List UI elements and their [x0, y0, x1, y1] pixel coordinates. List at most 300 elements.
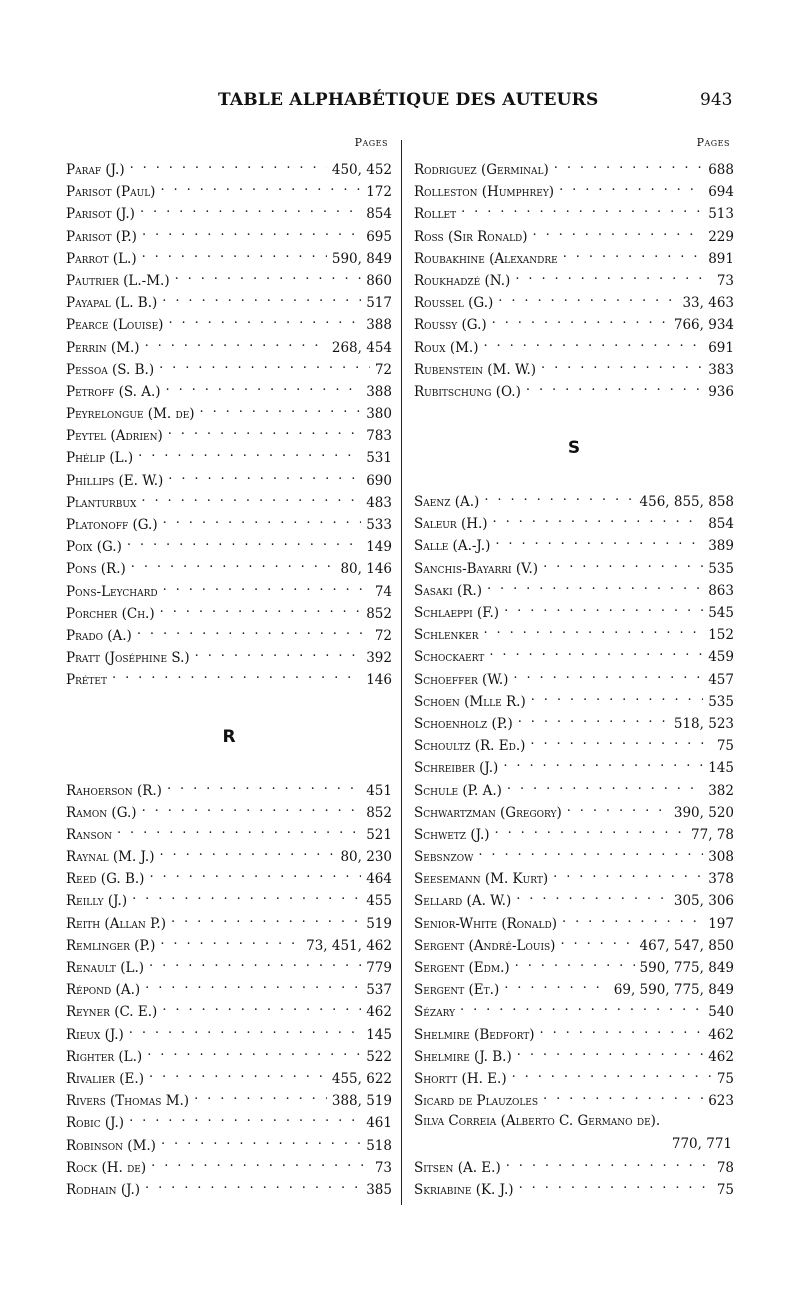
index-entry: [414, 803, 734, 825]
leader-dots: [195, 648, 362, 662]
index-entry: [414, 625, 734, 647]
section-letter-r: R: [222, 726, 236, 747]
page-references: 533: [366, 517, 392, 533]
leader-dots: [142, 227, 361, 241]
leader-dots: [137, 626, 370, 640]
leader-dots: [151, 1158, 370, 1172]
leader-dots: [495, 825, 687, 839]
leader-dots: [168, 315, 361, 329]
index-entry: [66, 426, 392, 448]
index-entry-continuation: 770, 771: [671, 1135, 732, 1152]
page-references: 854: [708, 516, 734, 533]
author-name: Sasaki (R.): [414, 582, 482, 599]
page-references: 462: [708, 1048, 734, 1065]
page-references: 854: [366, 206, 392, 223]
page-references: 462: [708, 1026, 734, 1043]
author-name: Righter (L.): [66, 1048, 143, 1065]
author-name: Rubenstein (M. W.): [414, 361, 537, 378]
right-column: [414, 136, 734, 1202]
entries-r-continued: [414, 160, 734, 404]
page-references: 456, 855, 858: [639, 494, 734, 511]
index-entry: [414, 1091, 734, 1113]
page-references: 694: [708, 184, 734, 201]
index-entry: [66, 1025, 392, 1047]
author-name: Rivers (Thomas M.): [66, 1093, 190, 1110]
index-entry: [414, 514, 734, 536]
page-references: 450, 452: [331, 162, 392, 178]
page-references: 537: [366, 982, 392, 999]
page-references: 388: [366, 383, 392, 400]
leader-dots: [495, 536, 703, 550]
leader-dots: [149, 869, 361, 883]
leader-dots: [517, 1047, 703, 1061]
author-name: Roubakhine (Alexandre: [414, 250, 558, 267]
index-entry: [66, 471, 392, 493]
leader-dots: [516, 891, 669, 905]
index-entry: [414, 603, 734, 625]
leader-dots: [541, 360, 703, 374]
index-entry: [414, 736, 734, 758]
page-references: 75: [716, 1181, 734, 1198]
leader-dots: [562, 914, 703, 928]
index-entry: [414, 692, 734, 714]
page-references: 455, 622: [331, 1070, 392, 1087]
index-entry: [414, 869, 734, 891]
leader-dots: [531, 692, 703, 706]
index-entry: [66, 448, 392, 470]
index-entry: [66, 1158, 392, 1180]
author-name: Rodriguez (Germinal): [414, 162, 549, 178]
page-references: 457: [708, 671, 734, 688]
leader-dots: [127, 537, 361, 551]
index-entry: [66, 1047, 392, 1069]
author-name: Schockaert: [414, 649, 485, 666]
author-name: Sergent (André-Louis): [414, 937, 556, 954]
page-references: 451: [366, 782, 392, 799]
leader-dots: [540, 1025, 704, 1039]
page-references: 779: [366, 960, 392, 976]
entries-s: [414, 492, 734, 1202]
page-header: [0, 90, 800, 116]
leader-dots: [200, 404, 362, 418]
page-references: 691: [708, 339, 734, 356]
index-entry: [414, 581, 734, 603]
author-name: Rieux (J.): [66, 1026, 124, 1043]
index-entry: [414, 249, 734, 271]
author-name: Schoultz (R. Ed.): [414, 738, 526, 755]
leader-dots: [159, 360, 370, 374]
leader-dots: [171, 914, 361, 928]
leader-dots: [160, 604, 362, 618]
page-references: 467, 547, 850: [639, 937, 734, 954]
page-references: 540: [708, 1004, 734, 1021]
author-name: Paraf (J.): [66, 162, 125, 178]
index-entry: [66, 825, 392, 847]
leader-dots: [483, 625, 703, 639]
page-number: 943: [700, 90, 733, 110]
leader-dots: [175, 271, 362, 285]
leader-dots: [559, 182, 703, 196]
author-name: Schoen (Mlle R.): [414, 693, 526, 710]
index-entry: [414, 160, 734, 182]
index-entry: [66, 382, 392, 404]
index-entry: [66, 249, 392, 271]
index-entry: [414, 360, 734, 382]
author-name: Parisot (Paul): [66, 184, 156, 201]
index-entry: [66, 559, 392, 581]
author-name: Rodhain (J.): [66, 1181, 141, 1198]
index-entry: [66, 493, 392, 515]
page-references: 464: [366, 871, 392, 888]
index-entry: [414, 1158, 734, 1180]
leader-dots: [515, 958, 635, 972]
page-references: 80, 230: [340, 849, 392, 866]
index-entry: [66, 338, 392, 360]
index-entry: [66, 404, 392, 426]
author-name: Schoeffer (W.): [414, 671, 509, 688]
index-entry: [414, 958, 734, 980]
leader-dots: [526, 382, 703, 396]
index-entry: [414, 338, 734, 360]
author-name: Schule (P. A.): [414, 782, 502, 799]
index-entry: [66, 204, 392, 226]
author-name: Schoenholz (P.): [414, 715, 513, 732]
index-entry: [66, 582, 392, 604]
leader-dots: [149, 958, 361, 972]
page-references: 531: [366, 450, 392, 467]
author-name: Schreiber (J.): [414, 760, 499, 777]
author-name: Sellard (A. W.): [414, 893, 512, 910]
leader-dots: [166, 382, 362, 396]
leader-dots: [498, 293, 677, 307]
author-name: Parrot (L.): [66, 250, 137, 267]
leader-dots: [167, 781, 361, 795]
author-name: Raynal (M. J.): [66, 849, 155, 866]
leader-dots: [563, 249, 704, 263]
author-name: Sanchis-Bayarri (V.): [414, 560, 539, 577]
leader-dots: [147, 1047, 361, 1061]
author-name: Salle (A.-J.): [414, 538, 491, 555]
page-references: 852: [366, 804, 392, 821]
leader-dots: [533, 227, 704, 241]
author-name: Ranson: [66, 826, 112, 843]
author-name: Sergent (Et.): [414, 982, 500, 999]
section-letter-s: S: [567, 438, 581, 459]
index-entry: [66, 1069, 392, 1091]
author-name: Reilly (J.): [66, 893, 128, 910]
page-references: 388, 519: [331, 1093, 392, 1110]
page-references: 380: [366, 406, 392, 423]
author-name: Skriabine (K. J.): [414, 1181, 514, 1198]
page-references: 521: [366, 826, 392, 843]
page-references: 483: [366, 494, 392, 511]
page-references: 378: [708, 871, 734, 888]
page-references: 72: [374, 361, 392, 378]
index-entry: [66, 315, 392, 337]
author-name: Pons (R.): [66, 561, 126, 578]
page-references: 73, 451, 462: [306, 937, 392, 954]
index-entry: [414, 781, 734, 803]
page-references: 623: [708, 1093, 734, 1110]
author-name: Sitsen (A. E.): [414, 1159, 501, 1176]
index-entry: [414, 914, 734, 936]
index-entry: [414, 271, 734, 293]
index-entry: [414, 847, 734, 869]
leader-dots: [489, 647, 703, 661]
page-references: 78: [716, 1159, 734, 1176]
index-entry: [414, 1047, 734, 1069]
author-name: Sebsnzow: [414, 849, 474, 866]
author-name: Rollet: [414, 206, 457, 223]
leader-dots: [515, 271, 712, 285]
index-entry: [66, 958, 392, 980]
author-name: Porcher (Ch.): [66, 605, 155, 622]
index-entry: [414, 182, 734, 204]
leader-dots: [129, 1113, 361, 1127]
leader-dots: [142, 249, 327, 263]
leader-dots: [160, 182, 361, 196]
page-references: 74: [374, 583, 392, 600]
author-name: Schwetz (J.): [414, 826, 490, 843]
leader-dots: [161, 1136, 361, 1150]
page-references: 80, 146: [340, 561, 392, 578]
index-entry: [414, 227, 734, 249]
leader-dots: [145, 1180, 361, 1194]
leader-dots: [493, 514, 704, 528]
leader-dots: [513, 670, 703, 684]
index-entry: [414, 382, 734, 404]
page-references: 75: [716, 738, 734, 755]
page-references: 518: [366, 1137, 392, 1154]
author-name: Shortt (H. E.): [414, 1070, 507, 1087]
index-entry: [66, 160, 392, 182]
author-name: Reith (Allan P.): [66, 915, 166, 932]
author-name: Schwartzman (Gregory): [414, 804, 562, 821]
leader-dots: [168, 471, 361, 485]
page-references: 69, 590, 775, 849: [613, 982, 734, 999]
index-entry: [66, 1180, 392, 1202]
index-entry: [414, 1002, 734, 1024]
author-name: Platonoff (G.): [66, 517, 158, 533]
leader-dots: [503, 758, 703, 772]
author-name: Peytel (Adrien): [66, 428, 163, 445]
index-entry: [414, 936, 734, 958]
author-name: Rolleston (Humphrey): [414, 184, 555, 201]
page-references: 513: [708, 206, 734, 223]
leader-dots: [141, 493, 361, 507]
pages-label: Pages: [696, 136, 730, 149]
page-references: 891: [708, 250, 734, 267]
author-name: Pratt (Joséphine S.): [66, 650, 190, 667]
page-references: 33, 463: [682, 295, 734, 312]
leader-dots: [504, 980, 609, 994]
author-name: Schlaeppi (F.): [414, 605, 500, 621]
leader-dots: [149, 1069, 327, 1083]
index-entry: [66, 914, 392, 936]
author-name: Répond (A.): [66, 982, 141, 999]
page-references: 75: [716, 1070, 734, 1087]
leader-dots: [484, 492, 634, 506]
author-name: Shelmire (J. B.): [414, 1048, 512, 1065]
index-entry: [414, 1113, 734, 1135]
leader-dots: [530, 736, 711, 750]
page-references: 149: [366, 539, 392, 556]
index-entry: [66, 869, 392, 891]
author-name: Schlenker: [414, 627, 479, 644]
index-entry: [414, 293, 734, 315]
leader-dots: [162, 1002, 361, 1016]
index-entry: [414, 758, 734, 780]
author-name: Sicard de Plauzoles: [414, 1093, 539, 1110]
index-entry: [414, 825, 734, 847]
leader-dots: [130, 160, 327, 174]
author-name: Reyner (C. E.): [66, 1004, 158, 1021]
page-references: 535: [708, 693, 734, 710]
page-references: 73: [374, 1159, 392, 1176]
leader-dots: [162, 293, 361, 307]
index-entry: [66, 626, 392, 648]
page-references: 590, 849: [331, 250, 392, 267]
index-entry: [66, 537, 392, 559]
page-references: 688: [708, 162, 734, 178]
leader-dots: [504, 603, 703, 617]
page-references: 388: [366, 317, 392, 334]
leader-dots: [129, 1025, 361, 1039]
index-entry: [414, 492, 734, 514]
index-entry: [66, 1091, 392, 1113]
index-entry: [414, 559, 734, 581]
index-entry: [66, 1002, 392, 1024]
index-entry: [66, 360, 392, 382]
page-references: 268, 454: [331, 339, 392, 356]
leader-dots: [145, 338, 327, 352]
page-references: 519: [366, 915, 392, 932]
index-entry: [66, 227, 392, 249]
page-references: 860: [366, 272, 392, 289]
index-entry: [414, 315, 734, 337]
author-name: Rock (H. de): [66, 1159, 147, 1176]
index-entry: [66, 936, 392, 958]
index-entry: [66, 670, 392, 692]
index-entry: [414, 536, 734, 558]
entries-r: [66, 781, 392, 1203]
author-name: Rahoerson (R.): [66, 782, 162, 799]
leader-dots: [478, 847, 703, 861]
leader-dots: [567, 803, 669, 817]
leader-dots: [117, 825, 361, 839]
leader-dots: [554, 160, 703, 174]
page-references: 535: [708, 560, 734, 577]
author-name: Parisot (P.): [66, 228, 137, 245]
author-name: Planturbux: [66, 494, 137, 511]
page-references: 172: [366, 184, 392, 201]
author-name: Perrin (M.): [66, 339, 140, 356]
page-references: 229: [708, 228, 734, 245]
author-name: Remlinger (P.): [66, 937, 156, 954]
page-references: 77, 78: [691, 826, 734, 843]
leader-dots: [518, 714, 669, 728]
author-name: Phillips (E. W.): [66, 472, 164, 489]
author-name: Saleur (H.): [414, 516, 488, 533]
page-references: 145: [708, 760, 734, 777]
index-entry: [414, 1180, 734, 1202]
page-references: 461: [366, 1115, 392, 1132]
leader-dots: [142, 803, 362, 817]
page-references: 522: [366, 1048, 392, 1065]
left-column: [66, 136, 392, 1202]
page-references: 695: [366, 228, 392, 245]
author-name: Phélip (L.): [66, 450, 134, 467]
leader-dots: [168, 426, 362, 440]
page-references: 766, 934: [673, 317, 734, 334]
leader-dots: [461, 204, 703, 218]
index-entry: [414, 891, 734, 913]
page-references: 590, 775, 849: [639, 960, 734, 976]
author-name: Roussel (G.): [414, 295, 494, 312]
author-name: Robic (J.): [66, 1115, 125, 1132]
author-name: Peyrelongue (M. de): [66, 406, 195, 423]
page-references: 690: [366, 472, 392, 489]
page-references: 545: [708, 605, 734, 621]
index-entry: [66, 293, 392, 315]
author-name: Roukhadzé (N.): [414, 272, 511, 289]
author-name: Sergent (Edm.): [414, 960, 510, 976]
leader-dots: [194, 1091, 327, 1105]
author-name: Roussy (G.): [414, 317, 487, 334]
author-name: Senior-White (Ronald): [414, 915, 558, 932]
page-references: 936: [708, 383, 734, 400]
index-entry: [66, 271, 392, 293]
leader-dots: [553, 869, 703, 883]
page-references: 518, 523: [673, 715, 734, 732]
page-references: 783: [366, 428, 392, 445]
leader-dots: [131, 559, 336, 573]
page-references: 383: [708, 361, 734, 378]
author-name: Prétet: [66, 672, 108, 689]
author-name: Parisot (J.): [66, 206, 135, 223]
column-divider: [401, 140, 402, 1205]
leader-dots: [483, 338, 703, 352]
leader-dots: [512, 1069, 712, 1083]
leader-dots: [132, 891, 361, 905]
author-name: Pautrier (L.-M.): [66, 272, 170, 289]
index-entry: [414, 204, 734, 226]
leader-dots: [460, 1002, 703, 1016]
leader-dots: [519, 1180, 712, 1194]
leader-dots: [160, 936, 301, 950]
page-references: 392: [366, 650, 392, 667]
index-entry: [66, 1113, 392, 1135]
leader-dots: [163, 515, 362, 529]
leader-dots: [492, 315, 669, 329]
leader-dots: [543, 1091, 703, 1105]
leader-dots: [145, 980, 361, 994]
page-references: 389: [708, 538, 734, 555]
index-entry: [66, 648, 392, 670]
leader-dots: [159, 847, 335, 861]
author-name: Saenz (A.): [414, 494, 480, 511]
author-name: Pons-Leychard: [66, 583, 158, 600]
author-name: Rubitschung (O.): [414, 383, 521, 400]
leader-dots: [163, 582, 370, 596]
index-entry: [66, 182, 392, 204]
entries-p: [66, 160, 392, 693]
author-name: Seesemann (M. Kurt): [414, 871, 549, 888]
leader-dots: [487, 581, 703, 595]
index-entry: [66, 803, 392, 825]
author-name: Renault (L.): [66, 960, 145, 976]
page-references: 385: [366, 1181, 392, 1198]
